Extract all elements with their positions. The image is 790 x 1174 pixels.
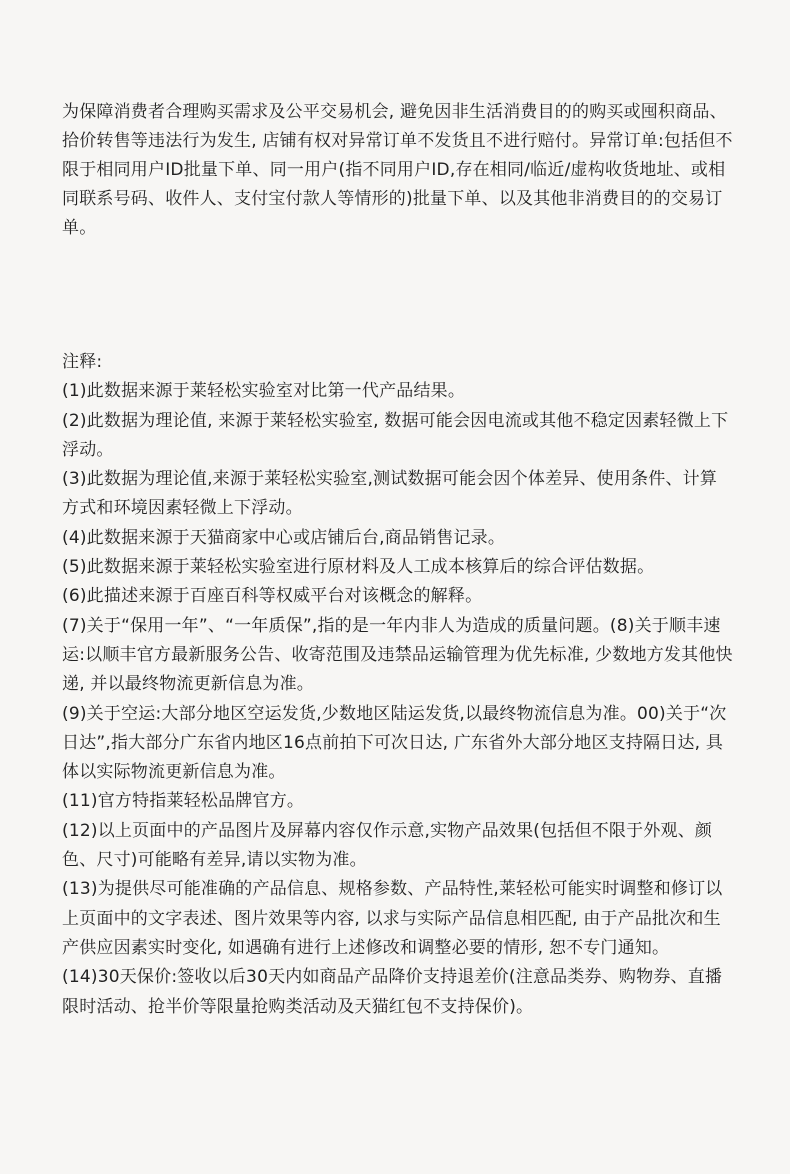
footnotes-section xyxy=(62,348,734,1022)
order-policy-paragraph: 为保障消费者合理购买需求及公平交易机会, 避免因非生活消费目的的购买或囤积商品、拾价转售等违法行为发生, 店铺有权对异常订单不发货且不进行赔付。异常订单:包括但不限于相同用户ID批量下单、同一用户(指不同用户ID,存在相同/临近/虚构收货地址、或相同联系号码、收件人、支付宝付款人等情形的)批量下单、以及其他非消费目的的交易订单。 xyxy=(62,102,733,238)
footnote-item: (2)此数据为理论值, 来源于莱轻松实验室, 数据可能会因电流或其他不稳定因素轻微上下浮动。 xyxy=(62,410,729,460)
footnote-item: (4)此数据来源于天猫商家中心或店铺后台,商品销售记录。 xyxy=(62,527,506,548)
footnote-item: (7)关于“保用一年”、“一年质保”,指的是一年内非人为造成的质量问题。(8)关于顺丰速运:以顺丰官方最新服务公告、收寄范围及违禁品运输管理为优先标准, 少数地方发其他快递, 并以最终物流更新信息为准。 xyxy=(62,615,733,695)
footnote-item: (6)此描述来源于百座百科等权威平台对该概念的解释。 xyxy=(62,586,483,607)
footnote-item: (1)此数据来源于莱轻松实验室对比第一代产品结果。 xyxy=(62,381,466,402)
footnote-item: (11)官方特指莱轻松品牌官方。 xyxy=(62,791,305,812)
footnote-item: (12)以上页面中的产品图片及屏幕内容仅作示意,实物产品效果(包括但不限于外观、颜色、尺寸)可能略有差异,请以实物为准。 xyxy=(62,820,713,871)
footnote-item: (14)30天保价:签收以后30天内如商品产品降价支持退差价(注意品类券、购物券、直播限时活动、抢半价等限量抢购类活动及天猫红包不支持保价)。 xyxy=(62,967,723,1017)
footnote-item: (9)关于空运:大部分地区空运发货,少数地区陆运发货,以最终物流信息为准。00)关于“次日达”,指大部分广东省内地区16点前拍下可次日达, 广东省外大部分地区支持隔日达, 具体以实际物流更新信息为准。 xyxy=(62,703,727,783)
footnote-item: (13)为提供尽可能准确的产品信息、规格参数、产品特性,莱轻松可能实时调整和修订以上页面中的文字表述、图片效果等内容, 以求与实际产品信息相匹配, 由于产品批次和生产供应因素实时变化, 如遇确有进行上述修改和调整必要的情形, 恕不专门通知。 xyxy=(62,879,723,958)
footnotes-heading: 注释: xyxy=(62,352,103,372)
footnote-item: (5)此数据来源于莱轻松实验室进行原材料及人工成本核算后的综合评估数据。 xyxy=(62,557,655,578)
footnote-item: (3)此数据为理论值,来源于莱轻松实验室,测试数据可能会因个体差异、使用条件、计算方式和环境因素轻微上下浮动。 xyxy=(62,469,718,519)
